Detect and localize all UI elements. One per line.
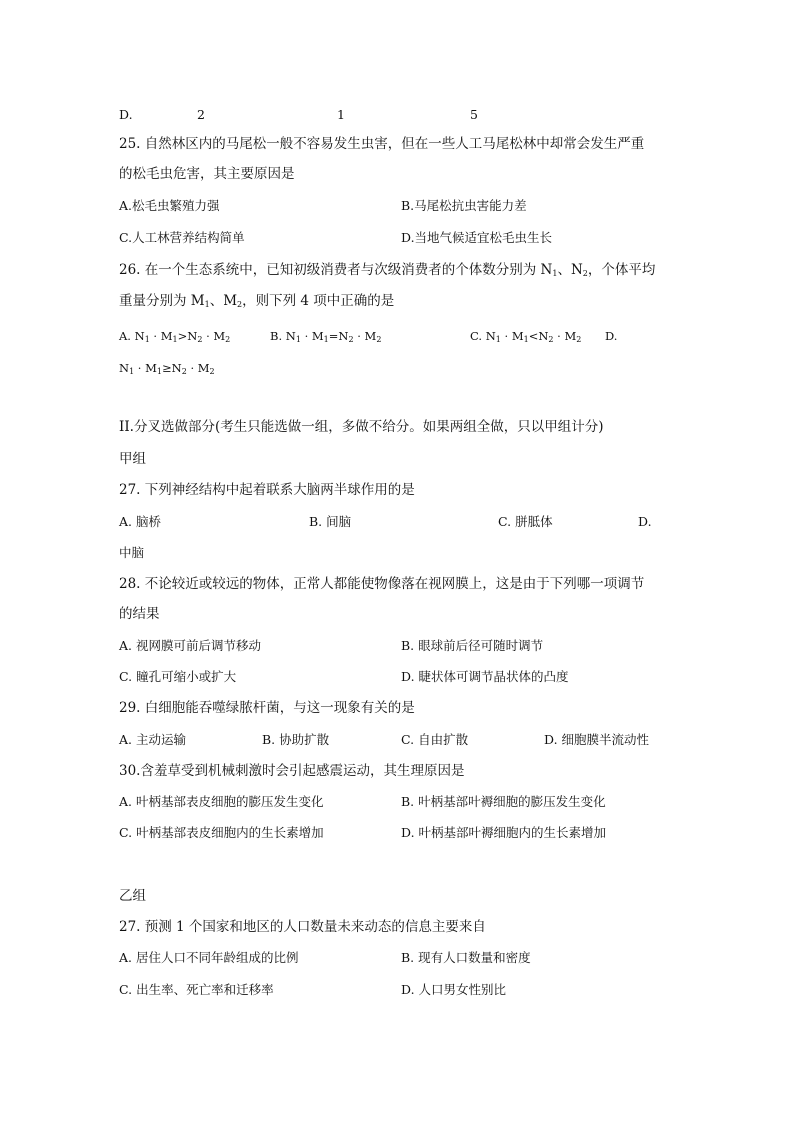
text: 、N: [557, 262, 583, 278]
subscript: 1: [172, 335, 178, 344]
text: 26. 在一个生态系统中，已知初级消费者与次级消费者的个体数分别为 N: [119, 262, 553, 278]
text: A. N: [119, 329, 145, 343]
a27-option-c: C. 胼胝体: [498, 514, 553, 529]
b27-stem: 27. 预测 1 个国家和地区的人口数量未来动态的信息主要来自: [119, 919, 486, 935]
a27-option-b: B. 间脑: [309, 514, 352, 529]
b27-option-b: B. 现有人口数量和密度: [401, 950, 531, 965]
q26-stem-line2: [119, 293, 394, 309]
subscript: 1: [552, 269, 558, 278]
text: · M: [300, 329, 324, 343]
a27-stem: 27. 下列神经结构中起着联系大脑两半球作用的是: [119, 482, 415, 498]
prev-option-d-value-2: 1: [337, 107, 345, 122]
text: · M: [553, 329, 577, 343]
b27-option-c: C. 出生率、死亡率和迁移率: [119, 982, 274, 997]
text: ≥N: [162, 361, 182, 375]
text: · M: [186, 361, 210, 375]
subscript: 1: [144, 335, 150, 344]
q25-stem-line1: 25. 自然林区内的马尾松一般不容易发生虫害，但在一些人工马尾松林中却常会发生严重: [119, 136, 645, 152]
a30-stem: 30.含羞草受到机械刺激时会引起感震运动，其生理原因是: [119, 763, 465, 779]
prev-option-d-value-3: 5: [470, 107, 478, 122]
a30-option-d: D. 叶柄基部叶褥细胞内的生长素增加: [401, 825, 607, 840]
text: · M: [149, 329, 173, 343]
a30-option-b: B. 叶柄基部叶褥细胞的膨压发生变化: [401, 794, 606, 809]
a28-option-c: C. 瞳孔可缩小或扩大: [119, 669, 237, 684]
prev-option-d: [119, 107, 133, 123]
a29-option-a: A. 主动运输: [119, 732, 186, 747]
a28-stem-line2: 的结果: [119, 606, 160, 622]
text: · M: [202, 329, 226, 343]
option-label: D.: [119, 107, 133, 122]
q26-option-d: [119, 360, 215, 376]
a30-option-a: A. 叶柄基部表皮细胞的膨压发生变化: [119, 794, 324, 809]
subscript: 1: [495, 335, 501, 344]
a30-option-c: C. 叶柄基部表皮细胞内的生长素增加: [119, 825, 324, 840]
a28-option-b: B. 眼球前后径可随时调节: [401, 638, 544, 653]
text: B. N: [270, 329, 296, 343]
text: =N: [328, 329, 349, 343]
text: C. N: [470, 329, 496, 343]
subscript: 1: [295, 335, 301, 344]
q25-stem-line2: 的松毛虫危害，其主要原因是: [119, 166, 295, 182]
subscript: 2: [576, 335, 582, 344]
a29-option-b: B. 协助扩散: [262, 732, 330, 747]
subscript: 2: [348, 335, 354, 344]
q25-option-a: A.松毛虫繁殖力强: [119, 198, 220, 213]
a28-option-a: A. 视网膜可前后调节移动: [119, 638, 261, 653]
subscript: 2: [209, 367, 215, 376]
a27-option-a: A. 脑桥: [119, 514, 161, 529]
subscript: 2: [181, 367, 187, 376]
b27-option-d: D. 人口男女性别比: [401, 982, 507, 997]
subscript: 2: [582, 269, 588, 278]
b27-option-a: A. 居住人口不同年龄组成的比例: [119, 950, 299, 965]
q26-option-b: [270, 328, 381, 344]
subscript: 1: [156, 367, 162, 376]
q25-option-c: C.人工林营养结构简单: [119, 230, 245, 245]
a29-option-c: C. 自由扩散: [401, 732, 469, 747]
text: ，个体平均: [587, 262, 656, 278]
section-heading: II.分叉选做部分(考生只能选做一组，多做不给分。如果两组全做，只以甲组计分): [119, 419, 604, 435]
text: 、M: [209, 293, 238, 309]
group-a-heading: 甲组: [119, 451, 146, 467]
subscript: 2: [225, 335, 231, 344]
subscript: 2: [237, 300, 243, 309]
q26-option-c: [470, 328, 581, 344]
text: N: [119, 361, 130, 375]
group-b-heading: 乙组: [119, 888, 146, 904]
subscript: 1: [129, 367, 135, 376]
q26-option-a: [119, 328, 230, 344]
text: 重量分别为 M: [119, 293, 205, 309]
a29-option-d: D. 细胞膜半流动性: [544, 732, 650, 747]
a27-option-d: 中脑: [119, 545, 145, 560]
a29-stem: 29. 白细胞能吞噬绿脓杆菌，与这一现象有关的是: [119, 700, 415, 716]
q26-stem-line1: [119, 262, 655, 278]
q25-option-b: B.马尾松抗虫害能力差: [401, 198, 527, 213]
subscript: 1: [204, 300, 210, 309]
text: · M: [500, 329, 524, 343]
subscript: 2: [376, 335, 382, 344]
text: ，则下列 4 项中正确的是: [242, 293, 395, 309]
text: <N: [528, 329, 549, 343]
q25-option-d: D.当地气候适宜松毛虫生长: [401, 230, 553, 245]
a28-option-d: D. 睫状体可调节晶状体的凸度: [401, 669, 569, 684]
text: >N: [177, 329, 198, 343]
q26-option-d-label: D.: [605, 329, 618, 343]
a27-option-d-label: D.: [638, 514, 652, 529]
text: · M: [353, 329, 377, 343]
text: · M: [134, 361, 157, 375]
subscript: 1: [523, 335, 529, 344]
subscript: 2: [197, 335, 203, 344]
prev-option-d-value-1: 2: [197, 107, 205, 122]
a28-stem-line1: 28. 不论较近或较远的物体，正常人都能使物像落在视网膜上，这是由于下列哪一项调节: [119, 576, 645, 592]
subscript: 2: [548, 335, 554, 344]
subscript: 1: [323, 335, 329, 344]
